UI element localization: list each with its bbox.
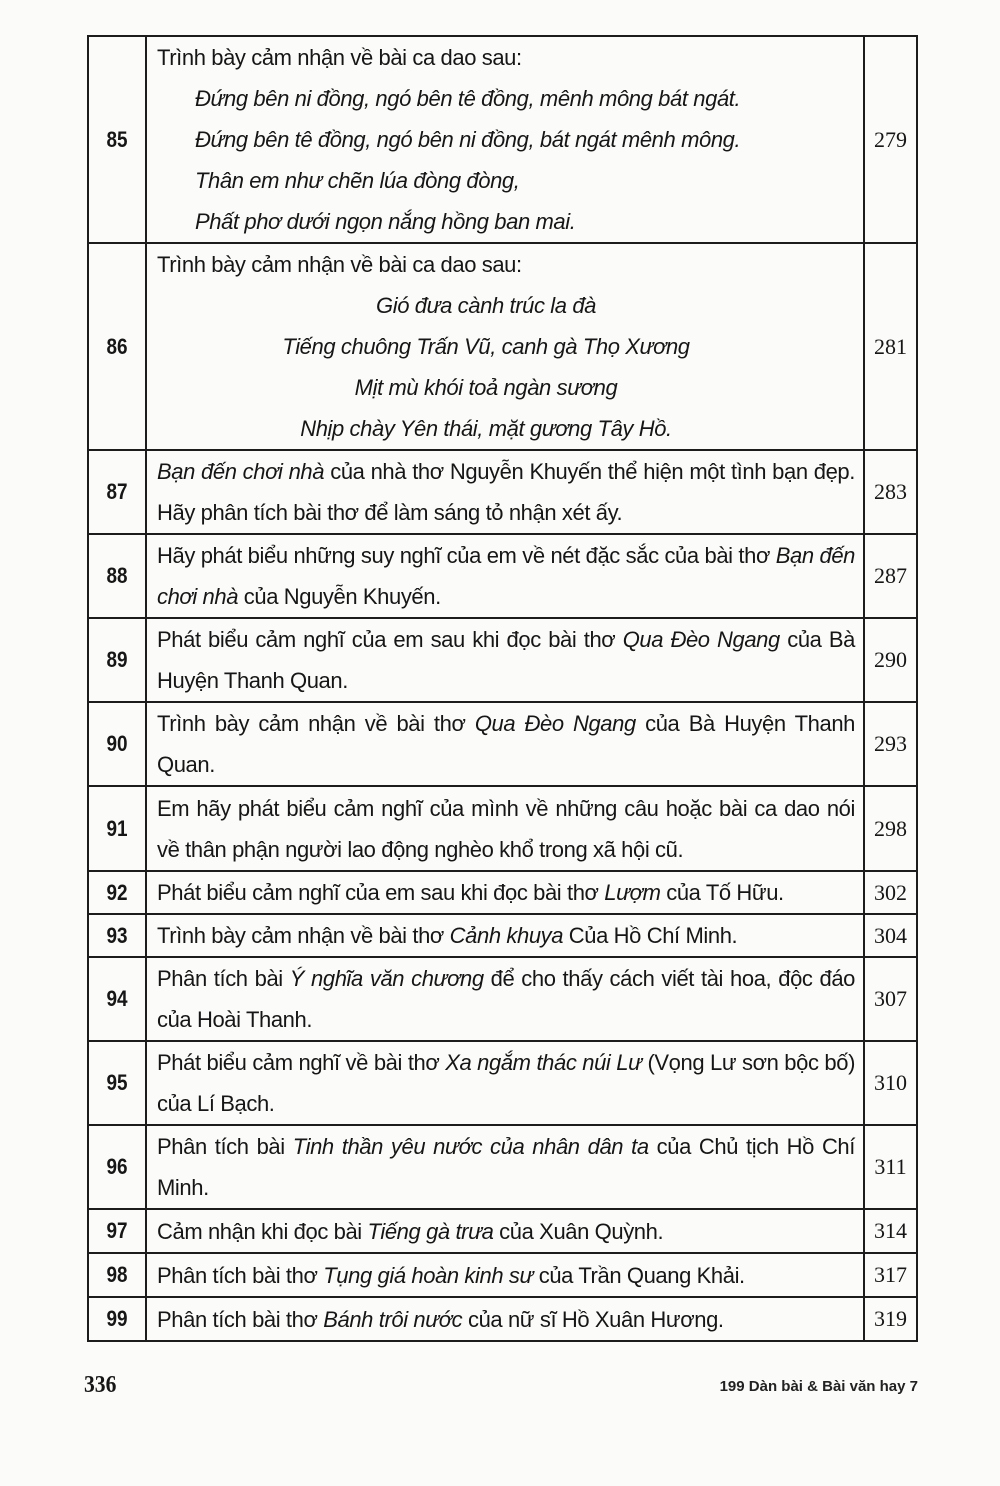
verse-line: Gió đưa cành trúc la đà (376, 293, 596, 318)
question-fragment: Phân tích bài thơ (157, 1262, 324, 1288)
page-number[interactable]: 317 (864, 1253, 917, 1297)
work-title: Lượm (604, 880, 661, 905)
toc-row (88, 786, 917, 871)
question-text (146, 1209, 864, 1253)
question-number: 91 (92, 786, 142, 871)
page-number[interactable]: 279 (864, 36, 917, 243)
question-body (157, 451, 855, 533)
question-number: 99 (92, 1297, 142, 1341)
verse-line: Tiếng chuông Trấn Vũ, canh gà Thọ Xương (282, 334, 690, 359)
question-number: 94 (92, 957, 142, 1041)
question-number: 86 (92, 243, 142, 450)
question-body (157, 872, 855, 913)
question-number: 96 (92, 1125, 142, 1209)
question-body (157, 1299, 855, 1340)
toc-row (88, 1297, 917, 1341)
work-title: Ý nghĩa văn chương (289, 966, 484, 991)
question-body (157, 1255, 855, 1296)
toc-row (88, 534, 917, 618)
page-number[interactable]: 310 (864, 1041, 917, 1125)
toc-row (88, 36, 917, 243)
page-number[interactable]: 319 (864, 1297, 917, 1341)
question-text (146, 702, 864, 786)
question-body (157, 1042, 855, 1124)
question-text (146, 1125, 864, 1209)
verse-line: Đứng bên tê đồng, ngó bên ni đồng, bát ngát mênh mông. (195, 127, 741, 152)
question-text (146, 534, 864, 618)
page-number[interactable]: 281 (864, 243, 917, 450)
work-title: Tiếng gà trưa (367, 1218, 494, 1244)
toc-row (88, 1041, 917, 1125)
question-number: 97 (92, 1209, 142, 1253)
question-fragment: Phát biểu cảm nghĩ của em sau khi đọc bài thơ (157, 880, 605, 905)
question-body (157, 915, 855, 956)
question-number: 88 (92, 534, 142, 618)
question-number: 98 (92, 1253, 142, 1297)
toc-row (88, 1125, 917, 1209)
question-fragment: của Trần Quang Khải. (533, 1262, 745, 1288)
question-text (146, 243, 864, 450)
question-number: 93 (92, 914, 142, 957)
question-number: 92 (92, 871, 142, 914)
work-title: Bánh trôi nước (323, 1306, 463, 1332)
work-title: Cảnh khuya (449, 923, 564, 948)
page-number[interactable]: 302 (864, 871, 917, 914)
page-number[interactable]: 304 (864, 914, 917, 957)
question-fragment: của nhà thơ Nguyễn Khuyến thể hiện một tình bạn đẹp. Hãy phân tích bài thơ để làm sáng tỏ nhận xét ấy. (157, 459, 855, 525)
question-fragment: của nữ sĩ Hồ Xuân Hương. (462, 1306, 724, 1332)
table-of-contents (87, 35, 918, 1342)
question-text (146, 1253, 864, 1297)
question-fragment: Phát biểu cảm nghĩ về bài thơ (157, 1050, 446, 1075)
toc-row (88, 1209, 917, 1253)
question-body (157, 703, 855, 785)
toc-row (88, 1253, 917, 1297)
toc-row (88, 871, 917, 914)
question-fragment: Cảm nhận khi đọc bài (157, 1218, 368, 1244)
question-text (146, 871, 864, 914)
question-fragment: để cho thấy cách viết tài hoa, độc đáo của Hoài Thanh. (157, 966, 856, 1032)
verse-line: Mịt mù khói toả ngàn sương (354, 375, 618, 400)
question-text (146, 957, 864, 1041)
page-number[interactable]: 293 (864, 702, 917, 786)
work-title: Bạn đến chơi nhà (157, 459, 325, 484)
question-number: 85 (92, 36, 142, 243)
page-number[interactable]: 287 (864, 534, 917, 618)
question-fragment: của Nguyễn Khuyến. (238, 584, 441, 609)
toc-row (88, 702, 917, 786)
question-text (146, 786, 864, 871)
question-text (146, 618, 864, 702)
work-title: Tụng giá hoàn kinh sư (323, 1262, 534, 1288)
verse-line: Nhịp chày Yên thái, mặt gương Tây Hồ. (300, 416, 672, 441)
toc-row (88, 914, 917, 957)
page-number[interactable]: 311 (864, 1125, 917, 1209)
question-fragment: Phân tích bài (157, 966, 290, 991)
work-title: Qua Đèo Ngang (622, 627, 780, 652)
question-intro: Trình bày cảm nhận về bài ca dao sau: (157, 252, 522, 277)
question-fragment: Phân tích bài (157, 1134, 293, 1159)
page-number[interactable]: 283 (864, 450, 917, 534)
question-fragment: (Vọng Lư sơn bộc bố) của Lí Bạch. (157, 1050, 856, 1116)
question-number: 89 (92, 618, 142, 702)
page-number[interactable]: 290 (864, 618, 917, 702)
question-fragment: của Bà Huyện Thanh Quan. (157, 627, 856, 693)
verse-line: Thân em như chẽn lúa đòng đòng, (195, 168, 520, 193)
page-number[interactable]: 298 (864, 786, 917, 871)
question-body (157, 535, 855, 617)
verse-line: Đứng bên ni đồng, ngó bên tê đồng, mênh mông bát ngát. (195, 86, 741, 111)
question-fragment: của Xuân Quỳnh. (493, 1218, 664, 1244)
work-title: Xa ngắm thác núi Lư (445, 1050, 642, 1075)
question-number: 90 (92, 702, 142, 786)
question-fragment: Trình bày cảm nhận về bài thơ (157, 923, 450, 948)
question-text (146, 1297, 864, 1341)
question-body (157, 958, 855, 1040)
question-fragment: Phát biểu cảm nghĩ của em sau khi đọc bài thơ (157, 627, 623, 652)
question-fragment: Em hãy phát biểu cảm nghĩ của mình về những câu hoặc bài ca dao nói về thân phận người lao động nghèo khổ trong xã hội cũ. (157, 795, 855, 862)
verse-line: Phất phơ dưới ngọn nắng hồng ban mai. (195, 209, 576, 234)
toc-row (88, 243, 917, 450)
page-number[interactable]: 307 (864, 957, 917, 1041)
question-number: 95 (92, 1041, 142, 1125)
question-fragment: Phân tích bài thơ (157, 1306, 324, 1332)
question-text (146, 1041, 864, 1125)
question-fragment: Trình bày cảm nhận về bài thơ (157, 711, 475, 736)
question-text (146, 914, 864, 957)
footer-page-number: 336 (84, 1372, 117, 1398)
question-body (157, 1126, 855, 1208)
question-text (146, 36, 864, 243)
toc-row (88, 957, 917, 1041)
question-fragment: của Chủ tịch Hồ Chí Minh. (157, 1134, 855, 1200)
toc-row (88, 618, 917, 702)
question-fragment: của Tố Hữu. (660, 880, 784, 905)
footer-book-title: 199 Dàn bài & Bài văn hay 7 (719, 1378, 918, 1395)
toc-row (88, 450, 917, 534)
work-title: Qua Đèo Ngang (474, 711, 636, 736)
question-body (157, 619, 855, 701)
work-title: Tinh thần yêu nước của nhân dân ta (292, 1134, 649, 1159)
page-number[interactable]: 314 (864, 1209, 917, 1253)
question-body (157, 1211, 855, 1252)
work-title: Bạn đến chơi nhà (157, 543, 856, 609)
question-body (157, 788, 855, 870)
question-fragment: Của Hồ Chí Minh. (563, 923, 738, 948)
question-intro: Trình bày cảm nhận về bài ca dao sau: (157, 45, 522, 70)
question-text (146, 450, 864, 534)
question-number: 87 (92, 450, 142, 534)
question-fragment: Hãy phát biểu những suy nghĩ của em về nét đặc sắc của bài thơ (157, 543, 776, 568)
question-fragment: của Bà Huyện Thanh Quan. (157, 711, 855, 777)
